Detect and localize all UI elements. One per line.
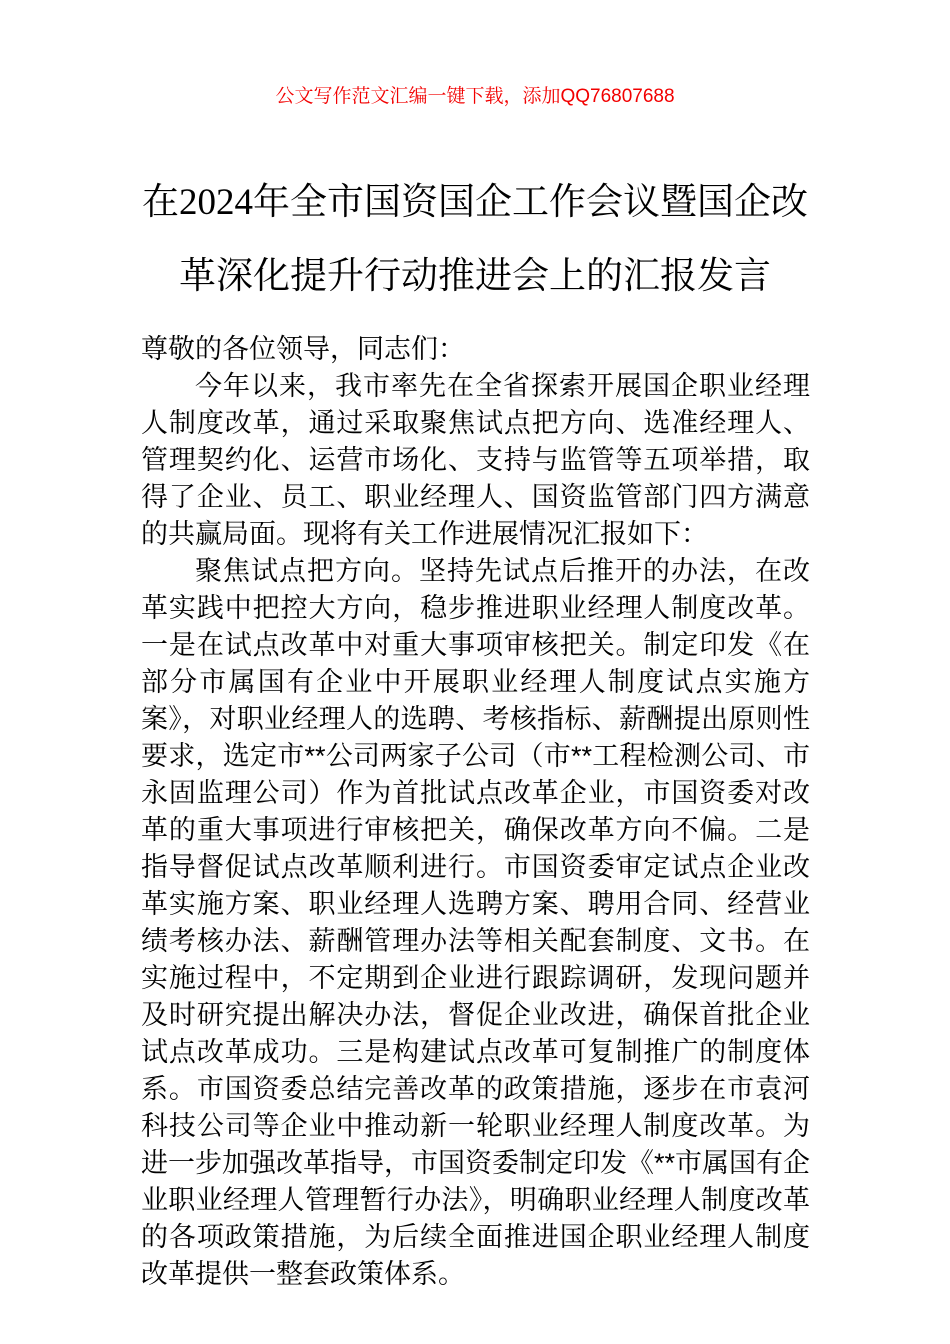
body-paragraph-main: 聚焦试点把方向。坚持先试点后推开的办法，在改革实践中把控大方向，稳步推进职业经理人制度改革。一是在试点改革中对重大事项审核把关。制定印发《在部分市属国有企业中开展职业经理人制度试点实施方案》，对职业经理人的选聘、考核指标、薪酬提出原则性要求，选定市**公司两家子公司（市**工程检测公司、市永固监理公司）作为首批试点改革企业，市国资委对改革的重大事项进行审核把关，确保改革方向不偏。二是指导督促试点改革顺利进行。市国资委审定试点企业改革实施方案、职业经理人选聘方案、聘用合同、经营业绩考核办法、薪酬管理办法等相关配套制度、文书。在实施过程中，不定期到企业进行跟踪调研，发现问题并及时研究提出解决办法，督促企业改进，确保首批企业试点改革成功。三是构建试点改革可复制推广的制度体系。市国资委总结完善改革的政策措施，逐步在市袁河科技公司等企业中推动新一轮职业经理人制度改革。为进一步加强改革指导，市国资委制定印发《**市属国有企业职业经理人管理暂行办法》，明确职业经理人制度改革的各项政策措施，为后续全面推进国企职业经理人制度改革提供一整套政策体系。 xyxy=(141,556,811,1289)
document-body xyxy=(141,331,810,1293)
salutation: 尊敬的各位领导，同志们： xyxy=(141,334,465,364)
header-notice: 公文写作范文汇编一键下载，添加QQ76807688 xyxy=(275,86,675,107)
body-paragraph-intro: 今年以来，我市率先在全省探索开展国企职业经理人制度改革，通过采取聚焦试点把方向、选准经理人、管理契约化、运营市场化、支持与监管等五项举措，取得了企业、员工、职业经理人、国资监管部门四方满意的共赢局面。现将有关工作进展情况汇报如下： xyxy=(141,371,810,549)
document-title: 在2024年全市国资国企工作会议暨国企改革深化提升行动推进会上的汇报发言 xyxy=(142,182,808,297)
